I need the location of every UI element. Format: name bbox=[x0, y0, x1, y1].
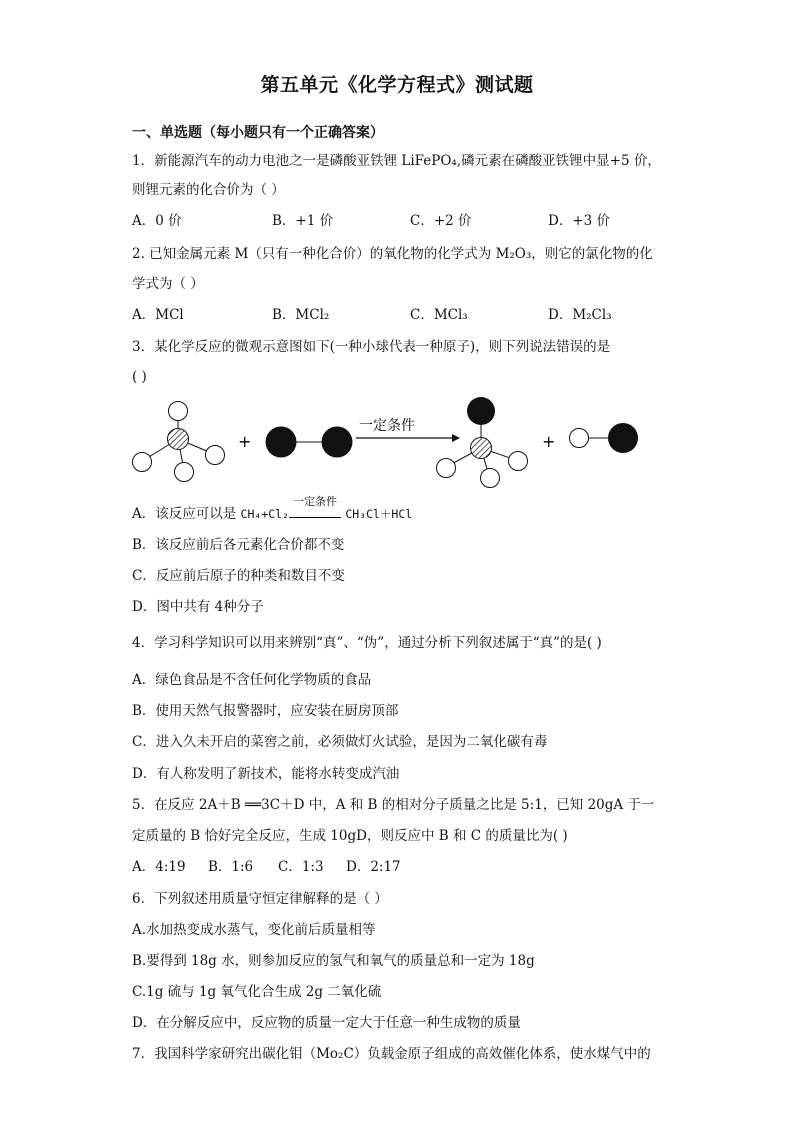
q6-option-c: C.1g 硫与 1g 氧气化合生成 2g 二氧化硫 bbox=[132, 984, 382, 1000]
q6-option-b: B.要得到 18g 水，则参加反应的氢气和氧气的质量总和一定为 18g bbox=[132, 953, 535, 969]
q6-option-a: A.水加热变成水蒸气，变化前后质量相等 bbox=[132, 922, 376, 938]
q3-option-a-arrow bbox=[289, 495, 341, 523]
question-4-text: 4．学习科学知识可以用来辨别“真”、“伪”，通过分析下列叙述属于“真”的是( ) bbox=[132, 635, 602, 651]
large-black-atom bbox=[266, 427, 297, 458]
q1-option-d: D．+3 价 bbox=[548, 213, 611, 229]
q4-option-c: C．进入久未开启的菜窖之前，必须做灯火试验，是因为二氧化碳有毒 bbox=[132, 734, 548, 750]
q2-option-d: D．M₂Cl₃ bbox=[548, 307, 612, 323]
q2-option-b: B．MCl₂ bbox=[272, 307, 330, 323]
q2-option-a: A．MCl bbox=[132, 307, 184, 323]
small-white-atom bbox=[509, 452, 528, 471]
small-white-atom bbox=[437, 459, 456, 478]
q3-option-a-products: CH₃Cl＋HCl bbox=[345, 507, 413, 521]
q3-option-b: B．该反应前后各元素化合价都不变 bbox=[132, 537, 345, 553]
q6-option-d: D．在分解反应中，反应物的质量一定大于任意一种生成物的质量 bbox=[132, 1015, 521, 1031]
q1-option-c: C．+2 价 bbox=[410, 213, 472, 229]
small-white-atom bbox=[175, 463, 194, 482]
question-2-text: 2. 已知金属元素 M（只有一种化合价）的氧化物的化学式为 M₂O₃，则它的氯化物的化 bbox=[132, 246, 653, 262]
small-white-atom bbox=[169, 402, 188, 421]
small-white-atom bbox=[570, 429, 589, 448]
q4-option-b: B．使用天然气报警器时，应安装在厨房顶部 bbox=[132, 703, 399, 719]
q3-option-a-prefix: A．该反应可以是 bbox=[132, 506, 237, 522]
product-molecule-2 bbox=[570, 423, 639, 453]
q1-option-b: B．+1 价 bbox=[272, 213, 334, 229]
q5-option-b: B．1:6 bbox=[208, 859, 254, 875]
hatched-atom bbox=[168, 429, 189, 450]
small-white-atom bbox=[133, 453, 152, 472]
question-1-text: 1．新能源汽车的动力电池之一是磷酸亚铁锂 LiFePO₄,磷元素在磷酸亚铁锂中显+5 价， bbox=[132, 153, 661, 169]
large-black-atom bbox=[467, 397, 495, 425]
q4-option-a: A．绿色食品是不含任何化学物质的食品 bbox=[132, 672, 372, 688]
question-1-text-cont: 则锂元素的化合价为（ ） bbox=[132, 182, 285, 198]
small-white-atom bbox=[481, 469, 500, 488]
q5-option-a: A．4:19 bbox=[132, 859, 186, 875]
large-black-atom bbox=[322, 427, 353, 458]
question-5-text-cont: 定质量的 B 恰好完全反应，生成 10gD，则反应中 B 和 C 的质量比为( ) bbox=[132, 828, 568, 844]
question-5-text: 5．在反应 2A＋B ══3C＋D 中，A 和 B 的相对分子质量之比是 5:1，已知 20gA 于一 bbox=[132, 797, 655, 813]
question-6-text: 6．下列叙述用质量守恒定律解释的是（ ） bbox=[132, 891, 388, 907]
plus-sign: + bbox=[238, 432, 252, 451]
plus-sign: + bbox=[542, 432, 556, 451]
reactant-molecule-2 bbox=[266, 427, 353, 458]
q1-option-a: A．0 价 bbox=[132, 213, 182, 229]
reaction-diagram bbox=[126, 392, 656, 502]
q3-option-a bbox=[132, 495, 672, 523]
question-3-text: 3．某化学反应的微观示意图如下(一种小球代表一种原子)，则下列说法错误的是 bbox=[132, 339, 611, 355]
q5-option-c: C．1:3 bbox=[278, 859, 324, 875]
q3-option-d: D．图中共有 4种分子 bbox=[132, 599, 264, 615]
question-3-text-cont: ( ) bbox=[132, 369, 147, 385]
large-black-atom bbox=[608, 423, 638, 453]
page-title: 第五单元《化学方程式》测试题 bbox=[260, 74, 534, 96]
small-white-atom bbox=[206, 446, 225, 465]
q5-option-d: D．2:17 bbox=[346, 859, 401, 875]
q3-option-a-reactants: CH₄+Cl₂ bbox=[240, 507, 290, 521]
q4-option-d: D．有人称发明了新技术，能将水转变成汽油 bbox=[132, 766, 400, 782]
hatched-atom bbox=[471, 438, 492, 459]
section-heading: 一、单选题（每小题只有一个正确答案） bbox=[132, 125, 384, 141]
q2-option-c: C．MCl₃ bbox=[410, 307, 468, 323]
q3-option-a-condition: 一定条件 bbox=[293, 495, 338, 508]
reaction-condition: 一定条件 bbox=[359, 418, 415, 434]
question-7-text: 7．我国科学家研究出碳化钼（Mo₂C）负载金原子组成的高效催化体系，使水煤气中的 bbox=[132, 1046, 651, 1062]
reactant-molecule-1 bbox=[133, 402, 225, 482]
product-molecule-1 bbox=[437, 397, 528, 488]
q3-option-c: C．反应前后原子的种类和数目不变 bbox=[132, 568, 345, 584]
question-2-text-cont: 学式为（ ） bbox=[132, 276, 204, 292]
reaction-arrow bbox=[356, 434, 460, 442]
